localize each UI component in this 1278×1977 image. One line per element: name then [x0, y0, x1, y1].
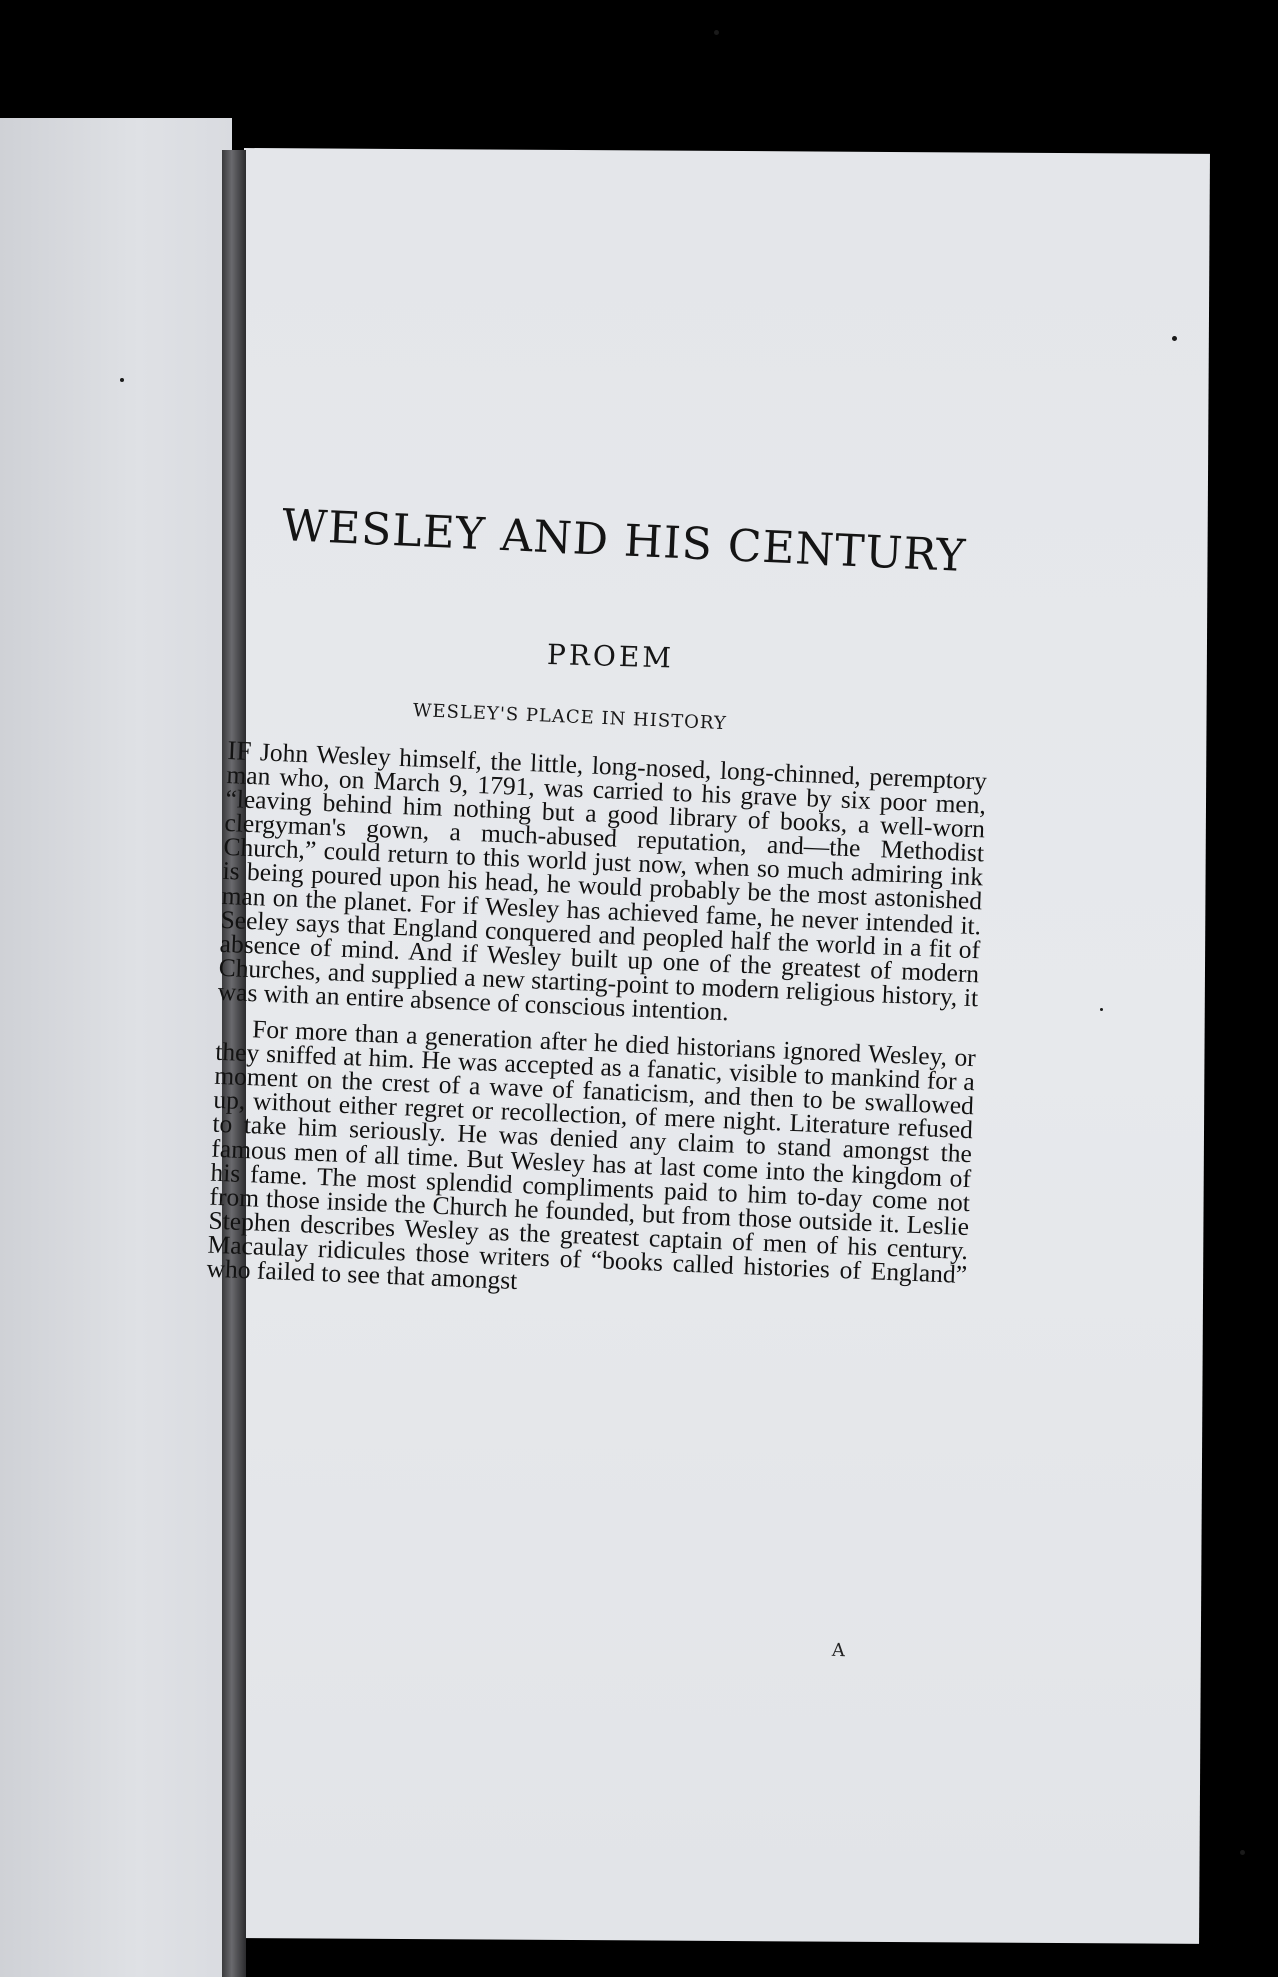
body-text — [206, 735, 988, 1311]
signature-mark: A — [831, 1639, 846, 1662]
dust-speck — [714, 30, 719, 35]
dropcap: IF — [226, 735, 253, 766]
left-page-edge — [0, 118, 232, 1977]
paragraph-2: For more than a generation after he died historians ignored Wesley, or they sniffed at him. He was accepted as a fanatic, visible to mankind for a moment on the crest of a wave of fanaticism, and then to be swallowed up, without either regret or recollection, of mere night. Literature refused to take him seriously. He was denied any claim to stand amongst the famous men of all time. But Wesley has at last come into the kingdom of his fame. The most splendid compliments paid to him to-day come not from those inside the Church he founded, but from those outside it. Leslie Stephen describes Wesley as the greatest captain of men of his century. Macaulay ridicules those writers of “books called histories of England” who failed to see that amongst — [206, 1014, 977, 1296]
paragraph-1 — [217, 735, 988, 1034]
paragraph-1-text: John Wesley himself, the little, long-nosed, long-chinned, peremptory man who, on March 9, 1791, was carried to his grave by six poor men, “leaving behind him nothing but a good library of books, a well-worn clergyman's gown, a much-abused reputation, and—the Methodist Church,” could return to this world just now, when so much admiring ink is being poured upon his head, he would probably be the most astonished man on the planet. For if Wesley has achieved fame, he never intended it. Seeley says that England conquered and peopled half the world in a fit of absence of mind. And if Wesley built up one of the greatest of modern Churches, and supplied a new starting-point to modern religious history, it was with an entire absence of conscious intention. — [217, 736, 988, 1027]
dust-speck — [120, 378, 124, 382]
dust-speck — [1172, 336, 1177, 341]
book-title: WESLEY AND HIS CENTURY — [280, 500, 968, 583]
dust-speck — [1100, 1008, 1103, 1011]
dust-speck — [1240, 1850, 1245, 1855]
chapter-subheading: WESLEY'S PLACE IN HISTORY — [412, 700, 728, 735]
section-heading: PROEM — [546, 638, 675, 675]
